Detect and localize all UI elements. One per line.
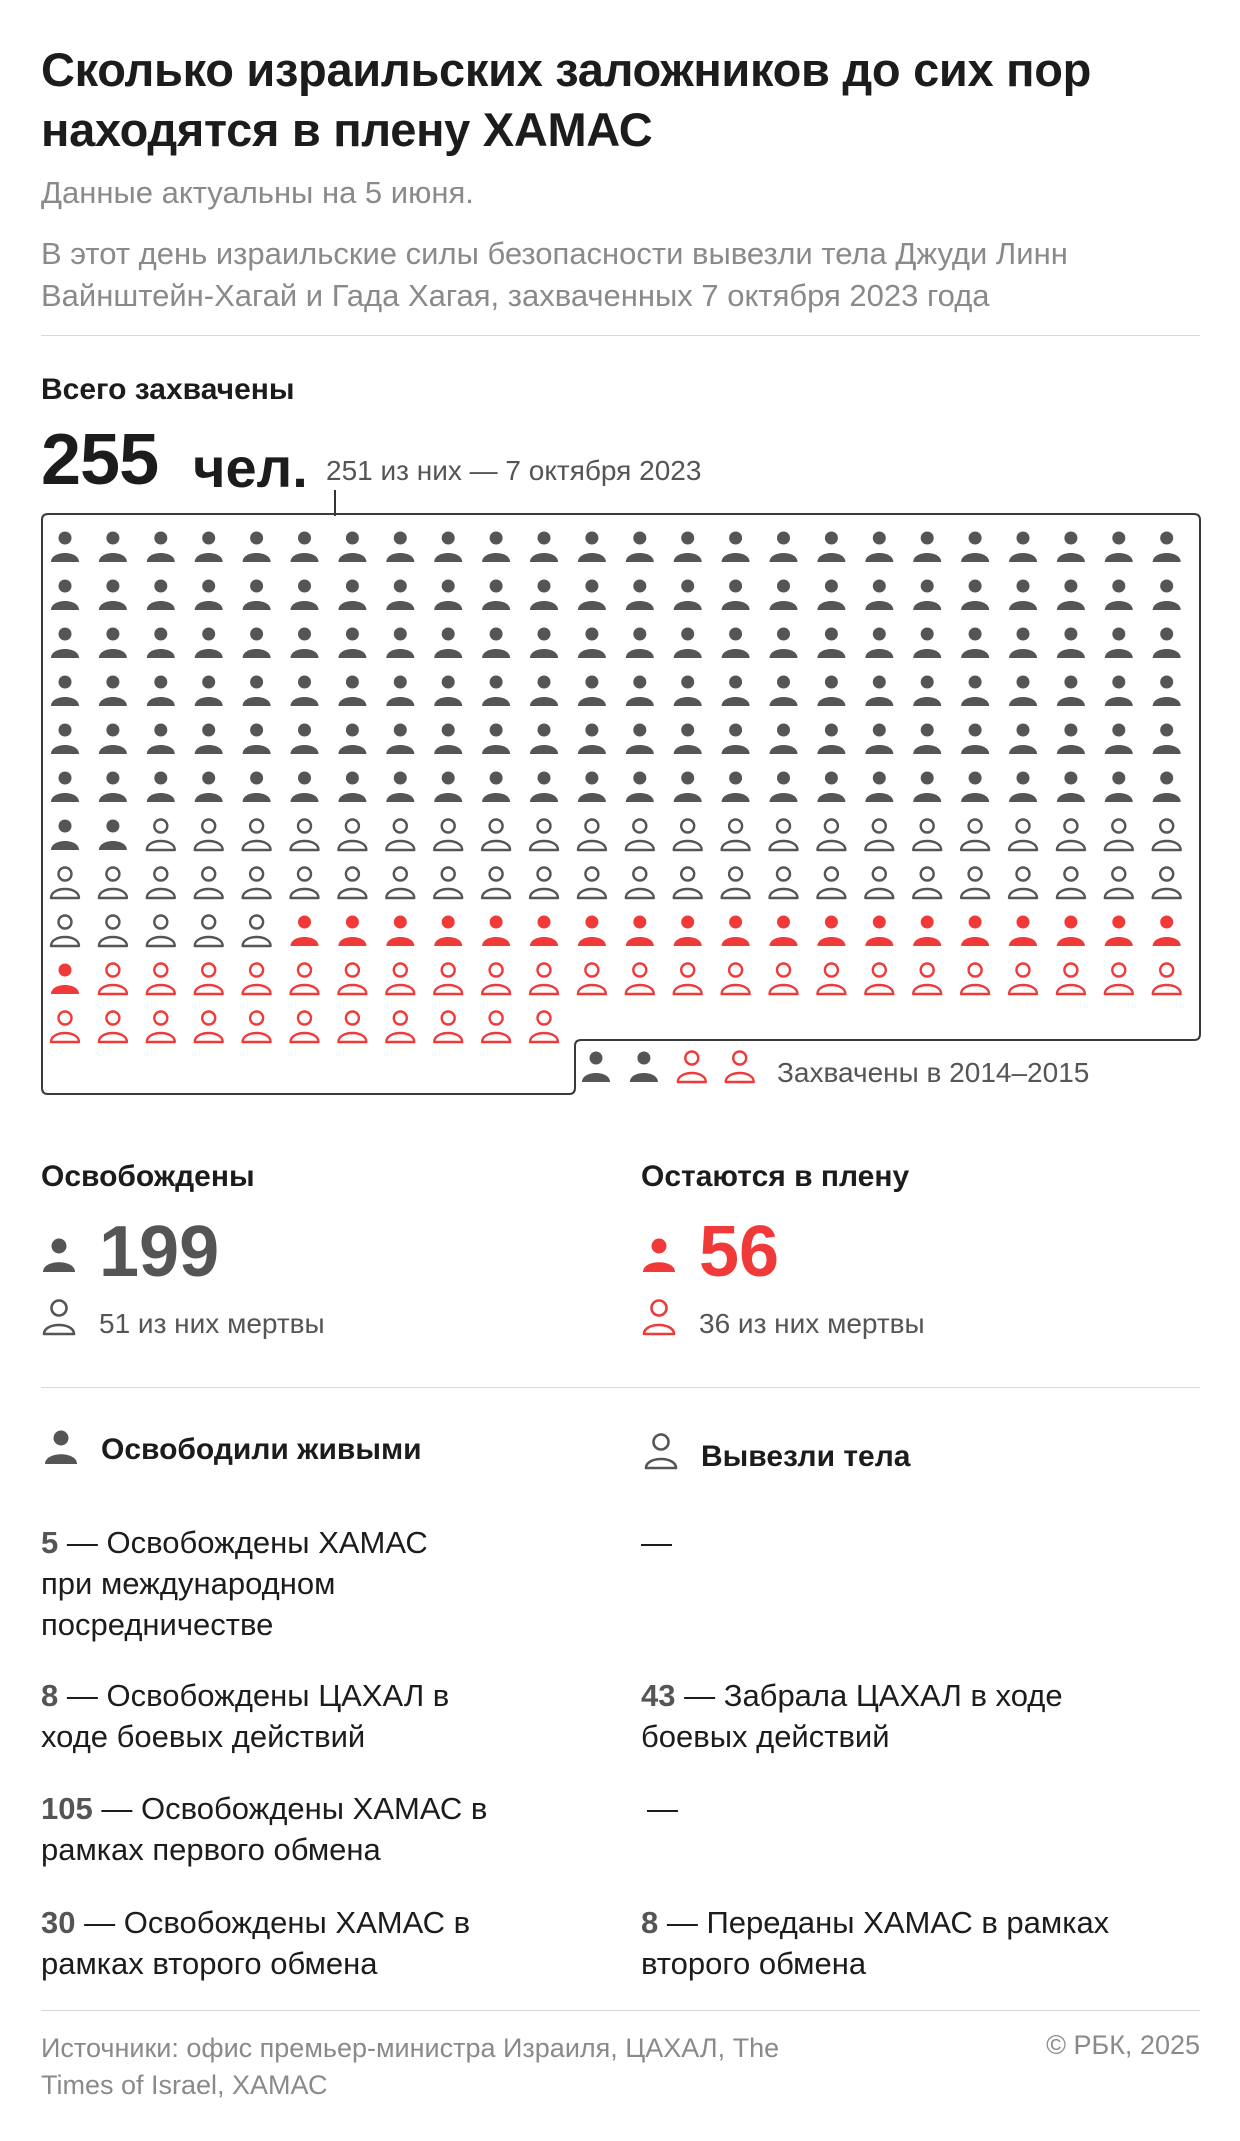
released-dead-person-icon bbox=[243, 868, 271, 899]
bodies-row-3: — bbox=[647, 1791, 678, 1826]
released-alive-person-icon bbox=[578, 580, 606, 611]
page-title: Сколько израильских заложников до сих пор находятся в плену ХАМАС bbox=[41, 43, 1092, 156]
released-alive-person-icon bbox=[530, 772, 558, 803]
released-dead-person-icon bbox=[626, 820, 654, 851]
captive-dead-person-icon bbox=[195, 964, 223, 995]
captive-alive-person-icon bbox=[817, 916, 845, 947]
released-dead-person-icon bbox=[386, 820, 414, 851]
released-dead-person-icon bbox=[291, 868, 319, 899]
released-dead-person-icon bbox=[1057, 820, 1085, 851]
2014-released-alive-person-icon bbox=[582, 1052, 610, 1083]
released-alive-person-icon bbox=[865, 628, 893, 659]
released-dead-person-icon bbox=[195, 820, 223, 851]
released-alive-person-icon bbox=[386, 772, 414, 803]
captive-alive-person-icon bbox=[291, 916, 319, 947]
released-alive-person-icon bbox=[99, 580, 127, 611]
legend-2014-2015: Захвачены в 2014–2015 bbox=[777, 1057, 1090, 1088]
released-dead-person-icon bbox=[578, 820, 606, 851]
released-alive-person-icon bbox=[1009, 724, 1037, 755]
released-dead-person-icon bbox=[1105, 820, 1133, 851]
copyright: © РБК, 2025 bbox=[1046, 2030, 1200, 2060]
released-alive-person-icon bbox=[961, 772, 989, 803]
released-alive-person-icon bbox=[338, 580, 366, 611]
captive-number: 56 bbox=[699, 1212, 780, 1292]
captive-dead-person-icon bbox=[338, 1012, 366, 1043]
divider bbox=[41, 1387, 1200, 1388]
released-alive-person-icon bbox=[434, 772, 462, 803]
released-dead-person-icon bbox=[195, 868, 223, 899]
captive-dead-person-icon bbox=[195, 1012, 223, 1043]
captive-dead-person-icon bbox=[434, 964, 462, 995]
released-alive-person-icon bbox=[1105, 724, 1133, 755]
captive-dead-person-icon bbox=[291, 964, 319, 995]
released-alive-person-icon bbox=[338, 772, 366, 803]
released-dead-person-icon bbox=[243, 820, 271, 851]
captive-dead-person-icon bbox=[147, 1012, 175, 1043]
bodies-row-1: — bbox=[641, 1525, 672, 1560]
person-outline-icon bbox=[643, 1432, 679, 1472]
captive-alive-person-icon bbox=[482, 916, 510, 947]
released-alive-person-icon bbox=[865, 532, 893, 563]
person-filled-icon bbox=[41, 1236, 77, 1276]
released-dead-person-icon bbox=[1153, 868, 1181, 899]
released-alive-person-icon bbox=[674, 676, 702, 707]
released-alive-person-icon bbox=[51, 628, 79, 659]
released-dead-person-icon bbox=[1105, 868, 1133, 899]
released-dead-person-icon bbox=[817, 868, 845, 899]
released-dead-person-icon bbox=[51, 916, 79, 947]
released-dead-person-icon bbox=[147, 916, 175, 947]
released-alive-person-icon bbox=[865, 580, 893, 611]
released-alive-person-icon bbox=[482, 628, 510, 659]
2014-captive-dead-person-icon bbox=[726, 1052, 754, 1083]
captive-dead-person-icon bbox=[338, 964, 366, 995]
released-alive-person-icon bbox=[817, 628, 845, 659]
released-alive-person-icon bbox=[386, 532, 414, 563]
released-dead-person-icon bbox=[1153, 820, 1181, 851]
released-alive-person-icon bbox=[1009, 772, 1037, 803]
total-label: Всего захвачены bbox=[41, 373, 295, 406]
captive-alive-person-icon bbox=[386, 916, 414, 947]
released-alive-person-icon bbox=[51, 532, 79, 563]
released-alive-person-icon bbox=[1153, 532, 1181, 563]
released-alive-person-icon bbox=[674, 772, 702, 803]
released-dead-person-icon bbox=[147, 868, 175, 899]
oct7-group-outline bbox=[42, 514, 1200, 1094]
released-alive-person-icon bbox=[195, 532, 223, 563]
released-alive-person-icon bbox=[578, 724, 606, 755]
released-dead-person-icon bbox=[147, 820, 175, 851]
released-dead-person-icon bbox=[626, 868, 654, 899]
released-alive-person-icon bbox=[482, 724, 510, 755]
captive-dead-person-icon bbox=[817, 964, 845, 995]
released-alive-person-icon bbox=[770, 628, 798, 659]
released-alive-person-icon bbox=[817, 724, 845, 755]
captive-alive-person-icon bbox=[913, 916, 941, 947]
released-alive-person-icon bbox=[434, 724, 462, 755]
released-alive-person-icon bbox=[674, 724, 702, 755]
person-filled-red-icon bbox=[641, 1236, 677, 1276]
person-filled-icon bbox=[43, 1428, 79, 1468]
released-alive-person-icon bbox=[913, 772, 941, 803]
released-alive-person-icon bbox=[386, 676, 414, 707]
released-alive-person-icon bbox=[817, 532, 845, 563]
released-dead-person-icon bbox=[722, 868, 750, 899]
captive-alive-person-icon bbox=[530, 916, 558, 947]
captive-alive-person-icon bbox=[865, 916, 893, 947]
captive-dead-person-icon bbox=[530, 1012, 558, 1043]
2014-released-alive-person-icon bbox=[630, 1052, 658, 1083]
released-alive-person-icon bbox=[1105, 532, 1133, 563]
captive-alive-person-icon bbox=[626, 916, 654, 947]
captive-alive-person-icon bbox=[1009, 916, 1037, 947]
captive-dead-person-icon bbox=[626, 964, 654, 995]
released-alive-person-icon bbox=[1057, 628, 1085, 659]
captive-alive-person-icon bbox=[674, 916, 702, 947]
released-alive-person-icon bbox=[147, 628, 175, 659]
captive-label: Остаются в плену bbox=[641, 1160, 910, 1193]
released-dead-person-icon bbox=[1057, 868, 1085, 899]
released-alive-person-icon bbox=[961, 676, 989, 707]
released-alive-person-icon bbox=[626, 628, 654, 659]
captive-alive-person-icon bbox=[1057, 916, 1085, 947]
released-alive-person-icon bbox=[578, 532, 606, 563]
captive-alive-person-icon bbox=[1105, 916, 1133, 947]
released-alive-person-icon bbox=[195, 772, 223, 803]
released-alive-person-icon bbox=[1057, 580, 1085, 611]
released-alive-person-icon bbox=[578, 628, 606, 659]
released-dead-person-icon bbox=[99, 916, 127, 947]
total-unit: чел. bbox=[193, 436, 308, 499]
captive-dead-person-icon bbox=[1057, 964, 1085, 995]
released-alive-person-icon bbox=[482, 532, 510, 563]
released-alive-person-icon bbox=[99, 724, 127, 755]
captive-dead-person-icon bbox=[578, 964, 606, 995]
alive-row-3: 105 — Освобождены ХАМАС в рамках первого обмена bbox=[41, 1791, 488, 1867]
released-alive-person-icon bbox=[770, 532, 798, 563]
released-dead-person-icon bbox=[865, 868, 893, 899]
released-alive-person-icon bbox=[626, 724, 654, 755]
released-dead-note: 51 из них мертвы bbox=[99, 1308, 325, 1339]
released-alive-person-icon bbox=[674, 628, 702, 659]
released-dead-person-icon bbox=[195, 916, 223, 947]
released-alive-person-icon bbox=[434, 676, 462, 707]
released-alive-person-icon bbox=[386, 580, 414, 611]
captive-dead-person-icon bbox=[770, 964, 798, 995]
released-alive-person-icon bbox=[530, 628, 558, 659]
sources: Источники: офис премьер-министра Израиля, ЦАХАЛ, The Times of Israel, ХАМАС bbox=[41, 2033, 780, 2100]
description: В этот день израильские силы безопасности вывезли тела Джуди Линн Вайнштейн-Хагай и Гада Хагая, захваченных 7 октября 2023 года bbox=[41, 236, 1068, 313]
released-alive-person-icon bbox=[1105, 580, 1133, 611]
released-dead-person-icon bbox=[291, 820, 319, 851]
released-alive-person-icon bbox=[578, 676, 606, 707]
released-alive-person-icon bbox=[338, 676, 366, 707]
captive-dead-person-icon bbox=[530, 964, 558, 995]
released-alive-person-icon bbox=[338, 724, 366, 755]
captive-dead-person-icon bbox=[961, 964, 989, 995]
person-outline-icon bbox=[41, 1298, 77, 1338]
released-alive-person-icon bbox=[530, 580, 558, 611]
released-alive-person-icon bbox=[1009, 676, 1037, 707]
released-alive-person-icon bbox=[1153, 676, 1181, 707]
released-dead-person-icon bbox=[338, 820, 366, 851]
person-outline-red-icon bbox=[641, 1298, 677, 1338]
released-alive-person-icon bbox=[243, 724, 271, 755]
captive-alive-person-icon bbox=[51, 964, 79, 995]
alive-row-2: 8 — Освобождены ЦАХАЛ в ходе боевых действий bbox=[41, 1678, 450, 1754]
released-alive-person-icon bbox=[1153, 772, 1181, 803]
released-alive-person-icon bbox=[1105, 628, 1133, 659]
released-alive-person-icon bbox=[626, 532, 654, 563]
released-dead-person-icon bbox=[243, 916, 271, 947]
oct7-note: 251 из них — 7 октября 2023 bbox=[326, 455, 702, 486]
released-alive-person-icon bbox=[1057, 772, 1085, 803]
captive-dead-person-icon bbox=[722, 964, 750, 995]
captive-alive-person-icon bbox=[578, 916, 606, 947]
released-alive-person-icon bbox=[147, 724, 175, 755]
captive-dead-person-icon bbox=[51, 1012, 79, 1043]
captive-dead-person-icon bbox=[386, 1012, 414, 1043]
released-alive-person-icon bbox=[51, 676, 79, 707]
released-alive-person-icon bbox=[578, 772, 606, 803]
released-alive-person-icon bbox=[243, 772, 271, 803]
released-dead-person-icon bbox=[817, 820, 845, 851]
released-alive-person-icon bbox=[1105, 772, 1133, 803]
released-alive-person-icon bbox=[1153, 580, 1181, 611]
captive-dead-person-icon bbox=[1153, 964, 1181, 995]
released-alive-person-icon bbox=[51, 772, 79, 803]
released-alive-person-icon bbox=[482, 772, 510, 803]
released-alive-person-icon bbox=[961, 724, 989, 755]
released-alive-person-icon bbox=[51, 724, 79, 755]
date-note: Данные актуальны на 5 июня. bbox=[41, 175, 474, 210]
alive-row-1: 5 — Освобождены ХАМАС при международном посредничестве bbox=[41, 1525, 428, 1642]
2014-captive-dead-person-icon bbox=[678, 1052, 706, 1083]
released-alive-person-icon bbox=[291, 532, 319, 563]
released-alive-person-icon bbox=[1105, 676, 1133, 707]
released-alive-person-icon bbox=[1009, 628, 1037, 659]
released-label: Освобождены bbox=[41, 1160, 255, 1193]
released-alive-person-icon bbox=[338, 628, 366, 659]
total-number: 255 bbox=[41, 420, 159, 500]
captive-dead-person-icon bbox=[482, 1012, 510, 1043]
released-dead-person-icon bbox=[482, 820, 510, 851]
released-alive-person-icon bbox=[674, 580, 702, 611]
released-dead-person-icon bbox=[51, 868, 79, 899]
released-alive-person-icon bbox=[99, 628, 127, 659]
released-alive-header: Освободили живыми bbox=[101, 1433, 422, 1466]
released-alive-person-icon bbox=[99, 676, 127, 707]
released-alive-person-icon bbox=[291, 676, 319, 707]
released-alive-person-icon bbox=[530, 724, 558, 755]
released-alive-person-icon bbox=[1057, 676, 1085, 707]
released-dead-person-icon bbox=[913, 868, 941, 899]
released-alive-person-icon bbox=[961, 628, 989, 659]
divider bbox=[41, 2010, 1200, 2011]
released-dead-person-icon bbox=[434, 868, 462, 899]
released-alive-person-icon bbox=[243, 580, 271, 611]
captive-dead-person-icon bbox=[913, 964, 941, 995]
released-alive-person-icon bbox=[1009, 532, 1037, 563]
released-alive-person-icon bbox=[51, 820, 79, 851]
released-alive-person-icon bbox=[99, 820, 127, 851]
released-dead-person-icon bbox=[913, 820, 941, 851]
released-dead-person-icon bbox=[530, 868, 558, 899]
captive-dead-person-icon bbox=[1105, 964, 1133, 995]
released-alive-person-icon bbox=[913, 676, 941, 707]
released-alive-person-icon bbox=[961, 580, 989, 611]
released-alive-person-icon bbox=[147, 772, 175, 803]
released-alive-person-icon bbox=[291, 724, 319, 755]
released-alive-person-icon bbox=[1153, 628, 1181, 659]
alive-row-4: 30 — Освобождены ХАМАС в рамках второго обмена bbox=[41, 1905, 471, 1981]
captive-alive-person-icon bbox=[961, 916, 989, 947]
released-alive-person-icon bbox=[243, 532, 271, 563]
released-alive-person-icon bbox=[1057, 724, 1085, 755]
released-alive-person-icon bbox=[99, 532, 127, 563]
captive-dead-person-icon bbox=[482, 964, 510, 995]
bodies-row-4: 8 — Переданы ХАМАС в рамках второго обмена bbox=[641, 1905, 1110, 1981]
released-alive-person-icon bbox=[434, 628, 462, 659]
captive-dead-note: 36 из них мертвы bbox=[699, 1308, 925, 1339]
released-alive-person-icon bbox=[626, 580, 654, 611]
released-dead-person-icon bbox=[674, 868, 702, 899]
released-alive-person-icon bbox=[817, 772, 845, 803]
captive-dead-person-icon bbox=[434, 1012, 462, 1043]
released-dead-person-icon bbox=[338, 868, 366, 899]
released-dead-person-icon bbox=[578, 868, 606, 899]
captive-dead-person-icon bbox=[147, 964, 175, 995]
released-dead-person-icon bbox=[770, 820, 798, 851]
released-alive-person-icon bbox=[865, 772, 893, 803]
released-dead-person-icon bbox=[1009, 868, 1037, 899]
released-alive-person-icon bbox=[817, 580, 845, 611]
released-alive-person-icon bbox=[961, 532, 989, 563]
released-alive-person-icon bbox=[913, 580, 941, 611]
captive-dead-person-icon bbox=[99, 1012, 127, 1043]
released-alive-person-icon bbox=[865, 676, 893, 707]
released-dead-person-icon bbox=[674, 820, 702, 851]
captive-dead-person-icon bbox=[99, 964, 127, 995]
released-alive-person-icon bbox=[913, 532, 941, 563]
released-alive-person-icon bbox=[243, 676, 271, 707]
released-alive-person-icon bbox=[722, 628, 750, 659]
released-alive-person-icon bbox=[99, 772, 127, 803]
captive-alive-person-icon bbox=[722, 916, 750, 947]
released-alive-person-icon bbox=[722, 532, 750, 563]
released-dead-person-icon bbox=[770, 868, 798, 899]
released-alive-person-icon bbox=[195, 676, 223, 707]
released-dead-person-icon bbox=[722, 820, 750, 851]
captive-dead-person-icon bbox=[674, 964, 702, 995]
captive-alive-person-icon bbox=[338, 916, 366, 947]
captive-dead-person-icon bbox=[386, 964, 414, 995]
released-dead-person-icon bbox=[482, 868, 510, 899]
released-alive-person-icon bbox=[674, 532, 702, 563]
released-alive-person-icon bbox=[530, 532, 558, 563]
captive-dead-person-icon bbox=[865, 964, 893, 995]
released-alive-person-icon bbox=[434, 580, 462, 611]
released-alive-person-icon bbox=[338, 532, 366, 563]
released-alive-person-icon bbox=[1057, 532, 1085, 563]
bodies-row-2: 43 — Забрала ЦАХАЛ в ходе боевых действий bbox=[641, 1678, 1063, 1754]
released-alive-person-icon bbox=[530, 676, 558, 707]
released-alive-person-icon bbox=[722, 580, 750, 611]
released-alive-person-icon bbox=[243, 628, 271, 659]
released-alive-person-icon bbox=[386, 724, 414, 755]
released-dead-person-icon bbox=[961, 820, 989, 851]
captive-dead-person-icon bbox=[1009, 964, 1037, 995]
released-alive-person-icon bbox=[1153, 724, 1181, 755]
released-dead-person-icon bbox=[1009, 820, 1037, 851]
released-alive-person-icon bbox=[195, 724, 223, 755]
person-icons bbox=[51, 532, 1181, 1083]
released-alive-person-icon bbox=[770, 676, 798, 707]
captive-alive-person-icon bbox=[1153, 916, 1181, 947]
released-dead-person-icon bbox=[434, 820, 462, 851]
captive-alive-person-icon bbox=[434, 916, 462, 947]
released-alive-person-icon bbox=[865, 724, 893, 755]
released-alive-person-icon bbox=[291, 772, 319, 803]
released-alive-person-icon bbox=[51, 580, 79, 611]
released-alive-person-icon bbox=[817, 676, 845, 707]
released-alive-person-icon bbox=[482, 580, 510, 611]
released-dead-person-icon bbox=[386, 868, 414, 899]
released-number: 199 bbox=[99, 1212, 220, 1292]
released-alive-person-icon bbox=[626, 676, 654, 707]
released-alive-person-icon bbox=[291, 580, 319, 611]
released-alive-person-icon bbox=[770, 580, 798, 611]
released-alive-person-icon bbox=[482, 676, 510, 707]
released-alive-person-icon bbox=[1009, 580, 1037, 611]
released-dead-person-icon bbox=[961, 868, 989, 899]
released-dead-person-icon bbox=[99, 868, 127, 899]
released-alive-person-icon bbox=[722, 676, 750, 707]
bodies-returned-header: Вывезли тела bbox=[701, 1440, 911, 1473]
captive-dead-person-icon bbox=[243, 964, 271, 995]
released-alive-person-icon bbox=[291, 628, 319, 659]
released-alive-person-icon bbox=[770, 772, 798, 803]
released-dead-person-icon bbox=[530, 820, 558, 851]
released-alive-person-icon bbox=[722, 724, 750, 755]
released-alive-person-icon bbox=[147, 532, 175, 563]
released-dead-person-icon bbox=[865, 820, 893, 851]
released-alive-person-icon bbox=[913, 724, 941, 755]
released-alive-person-icon bbox=[147, 676, 175, 707]
released-alive-person-icon bbox=[626, 772, 654, 803]
captive-dead-person-icon bbox=[291, 1012, 319, 1043]
released-alive-person-icon bbox=[722, 772, 750, 803]
captive-dead-person-icon bbox=[243, 1012, 271, 1043]
released-alive-person-icon bbox=[195, 580, 223, 611]
released-alive-person-icon bbox=[913, 628, 941, 659]
released-alive-person-icon bbox=[434, 532, 462, 563]
released-alive-person-icon bbox=[386, 628, 414, 659]
released-alive-person-icon bbox=[195, 628, 223, 659]
captive-alive-person-icon bbox=[770, 916, 798, 947]
released-alive-person-icon bbox=[147, 580, 175, 611]
released-alive-person-icon bbox=[770, 724, 798, 755]
